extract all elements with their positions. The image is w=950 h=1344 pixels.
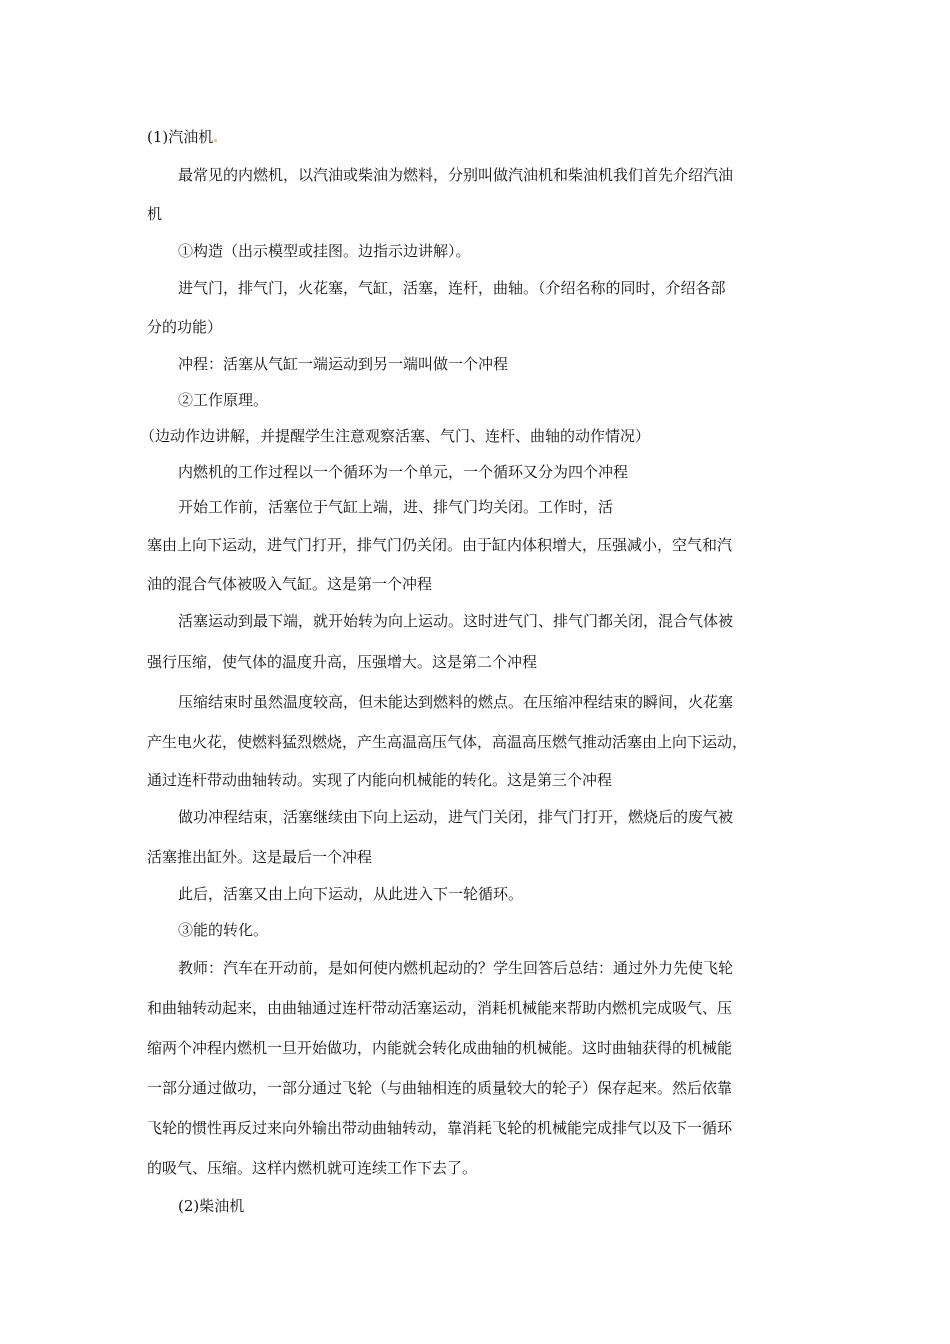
paragraph-line: 油的混合气体被吸入气缸。这是第一个冲程 [147,575,433,593]
paragraph-line: 活塞运动到最下端，就开始转为向上运动。这时进气门、排气门都关闭，混合气体被 [178,612,734,630]
paragraph-line: （边动作边讲解，并提醒学生注意观察活塞、气门、连杆、曲轴的动作情况） [140,427,651,445]
paragraph-line: 此后，活塞又由上向下运动，从此进入下一轮循环。 [178,885,524,903]
paragraph-line: 机 [147,205,163,223]
paragraph-line: 教师：汽车在开动前，是如何使内燃机起动的？学生回答后总结：通过外力先使飞轮 [178,959,734,977]
paragraph-line: 分的功能） [147,318,223,336]
paragraph-line: 进气门，排气门，火花塞，气缸，活塞，连杆，曲轴。（介绍名称的同时，介绍各部 [178,279,726,297]
paragraph-line: 缩两个冲程内燃机一旦开始做功，内能就会转化成曲轴的机械能。这时曲轴获得的机械能 [147,1039,733,1057]
paragraph-line: 最常见的内燃机，以汽油或柴油为燃料，分别叫做汽油机和柴油机我们首先介绍汽油 [178,166,734,184]
paragraph-line: 冲程：活塞从气缸一端运动到另一端叫做一个冲程 [178,355,509,373]
paragraph-line: 一部分通过做功，一部分通过飞轮（与曲轴相连的质量较大的轮子）保存起来。然后依靠 [147,1079,733,1097]
paragraph-line: 塞由上向下运动，进气门打开，排气门仍关闭。由于缸内体积增大，压强减小，空气和汽 [147,536,733,554]
paragraph-line: 和曲轴转动起来，由曲轴通过连杆带动活塞运动，消耗机械能来帮助内燃机完成吸气、压 [147,999,733,1017]
paragraph-line: 活塞推出缸外。这是最后一个冲程 [147,848,373,866]
paragraph-line: 内燃机的工作过程以一个循环为一个单元，一个循环又分为四个冲程 [178,463,629,481]
paragraph-line: ③能的转化。 [178,921,269,939]
paragraph-line: 的吸气、压缩。这样内燃机就可连续工作下去了。 [147,1159,478,1177]
annotation-mark [214,139,217,142]
paragraph-line: 开始工作前，活塞位于气缸上端，进、排气门均关闭。工作时，活 [178,498,614,516]
paragraph-line: 飞轮的惯性再反过来向外输出带动曲轴转动，靠消耗飞轮的机械能完成排气以及下一循环 [147,1119,733,1137]
paragraph-line: ②工作原理。 [178,391,269,409]
paragraph-line: ①构造（出示模型或挂图。边指示边讲解）。 [178,242,471,260]
paragraph-line: 压缩结束时虽然温度较高，但未能达到燃料的燃点。在压缩冲程结束的瞬间，火花塞 [178,693,734,711]
heading-diesel-engine: (2)柴油机 [178,1197,245,1215]
paragraph-line: 做功冲程结束，活塞继续由下向上运动，进气门关闭，排气门打开，燃烧后的废气被 [178,808,734,826]
paragraph-line: 强行压缩，使气体的温度升高，压强增大。这是第二个冲程 [147,653,538,671]
heading-text: (1)汽油机 [147,128,214,146]
heading-gasoline-engine [147,127,217,147]
paragraph-line: 通过连杆带动曲轴转动。实现了内能向机械能的转化。这是第三个冲程 [147,771,613,789]
paragraph-line: 产生电火花，使燃料猛烈燃烧，产生高温高压气体，高温高压燃气推动活塞由上向下运动， [147,733,748,751]
